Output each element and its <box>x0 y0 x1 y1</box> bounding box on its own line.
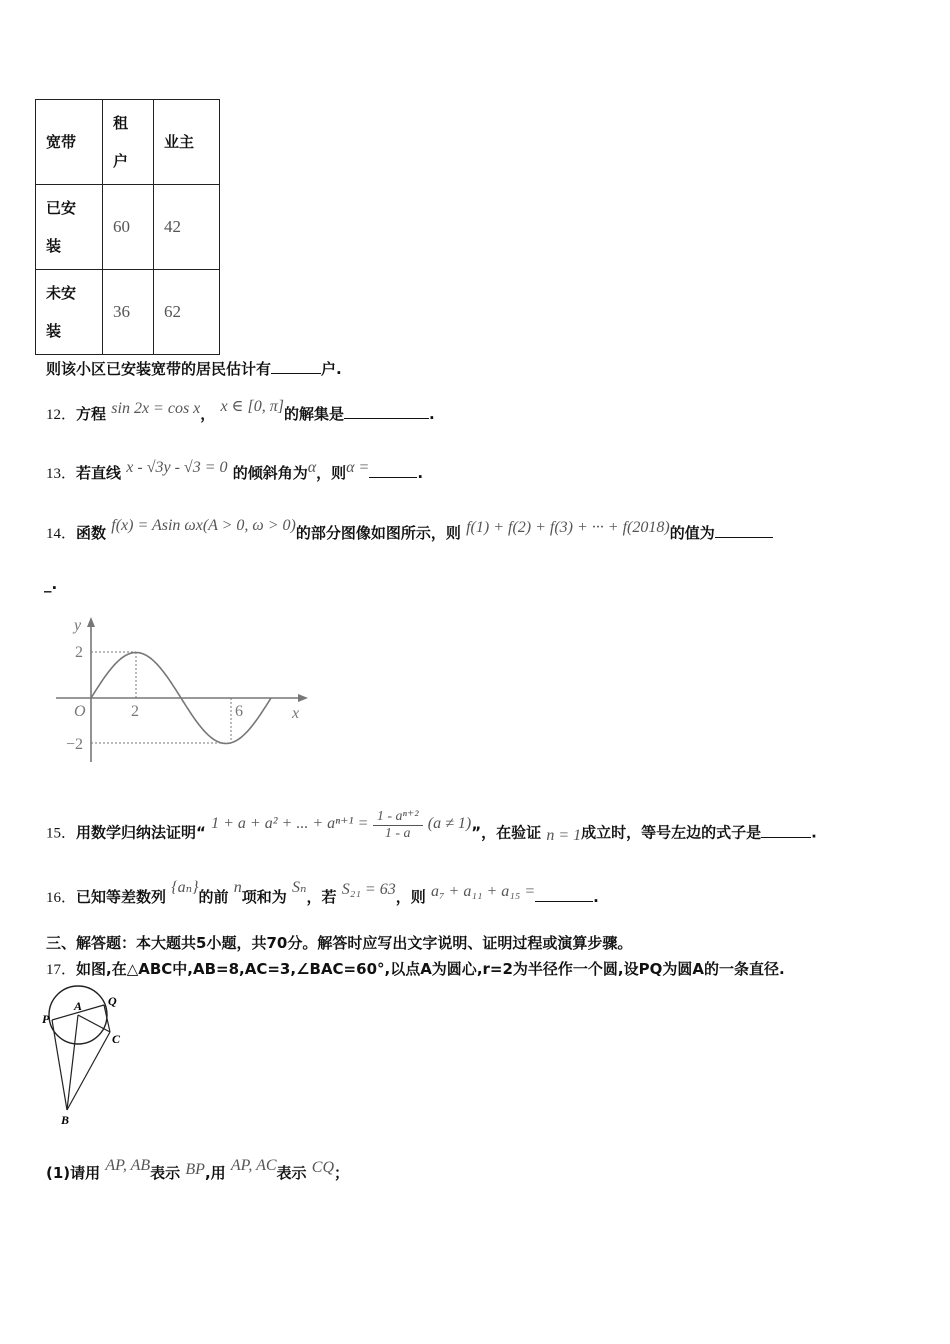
question-16: 16．已知等差数列 {aₙ}的前 n项和为 Sₙ，若 S₂₁ = 63，则 a₇ + a₁₁ + a₁₅ = . <box>46 879 599 906</box>
x-axis-label: x <box>292 705 300 722</box>
y-tick-label: −2 <box>66 736 84 753</box>
answer-blank <box>369 463 417 478</box>
math-function: f(x) = Asin ωx(A > 0, ω > 0) <box>111 517 296 534</box>
y-axis-arrow <box>87 617 95 627</box>
question-15: 15．用数学归纳法证明“ 1 + a + a² + ... + aⁿ⁺¹ = $\frac{\text{1 - aⁿ⁺²}}{1 - a}$ (a ≠ 1)”，在验证 n = 1成立时，等号左边的式子是 . <box>46 809 817 844</box>
cell-tenant: 60 <box>103 185 154 270</box>
point-p-label: P <box>42 1012 50 1026</box>
q11-tail: 则该小区已安装宽带的居民估计有 户. <box>46 360 342 378</box>
row-label: 已安 装 <box>36 185 103 270</box>
question-12: 12．方程 sin 2x = cos x， x ∈ [0, π]的解集是 . <box>46 398 435 423</box>
question-17: 17．如图,在△ABC中,AB=8,AC=3,∠BAC=60°,以点A为圆心,r=2为半径作一个圆,设PQ为圆A的一条直径. <box>46 960 785 978</box>
math-line-equation: x - √3y - √3 = 0 <box>126 459 228 476</box>
header-tenant: 租 户 <box>103 100 154 185</box>
y-tick-label: 2 <box>75 644 83 661</box>
question-17-part-1: (1)请用 AP, AB表示 BP,用 AP, AC表示 CQ； <box>46 1157 350 1182</box>
triangle-circle-figure <box>40 985 140 1130</box>
question-14: 14．函数 f(x) = Asin ωx(A > 0, ω > 0)的部分图像如图所示，则 f(1) + f(2) + f(3) + ··· + f(2018)的值为 <box>46 522 773 543</box>
math-lhs: 1 + a + a² + ... + aⁿ⁺¹ <box>211 814 354 832</box>
cell-owner: 62 <box>154 270 220 355</box>
math-fraction: $\frac{\text{1 - aⁿ⁺²}}{1 - a}$ <box>373 808 423 842</box>
answer-blank <box>344 404 429 419</box>
point-q-label: Q <box>108 994 117 1008</box>
math-equation: sin 2x = cos x <box>111 400 201 417</box>
table-header-row <box>36 100 220 185</box>
question-13: 13．若直线 x - √3y - √3 = 0 的倾斜角为α，则α = . <box>46 459 424 482</box>
math-domain: x ∈ [0, π] <box>220 398 284 415</box>
point-c-label: C <box>112 1032 121 1046</box>
y-axis-label: y <box>74 617 82 634</box>
table-row <box>36 185 220 270</box>
answer-blank <box>761 823 811 838</box>
survey-table <box>35 99 220 355</box>
x-tick-label: 2 <box>131 703 139 720</box>
answer-blank <box>715 523 773 538</box>
answer-blank <box>271 359 321 374</box>
x-tick-label: 6 <box>235 703 243 720</box>
cell-tenant: 36 <box>103 270 154 355</box>
table-row <box>36 270 220 355</box>
header-broadband: 宽带 <box>36 100 103 185</box>
point-b-label: B <box>61 1113 70 1127</box>
point-a-label: A <box>74 999 83 1013</box>
row-label: 未安 装 <box>36 270 103 355</box>
cell-owner: 42 <box>154 185 220 270</box>
math-sum: f(1) + f(2) + f(3) + ··· + f(2018) <box>466 519 670 536</box>
section-heading: 三、解答题：本大题共5小题，共70分。解答时应写出文字说明、证明过程或演算步骤。 <box>46 934 633 952</box>
answer-blank <box>535 887 593 902</box>
origin-label: O <box>74 703 86 720</box>
q14-continuation: _. <box>44 575 58 593</box>
sine-graph <box>50 612 320 767</box>
header-owner: 业主 <box>154 100 220 185</box>
x-axis-arrow <box>298 694 308 702</box>
